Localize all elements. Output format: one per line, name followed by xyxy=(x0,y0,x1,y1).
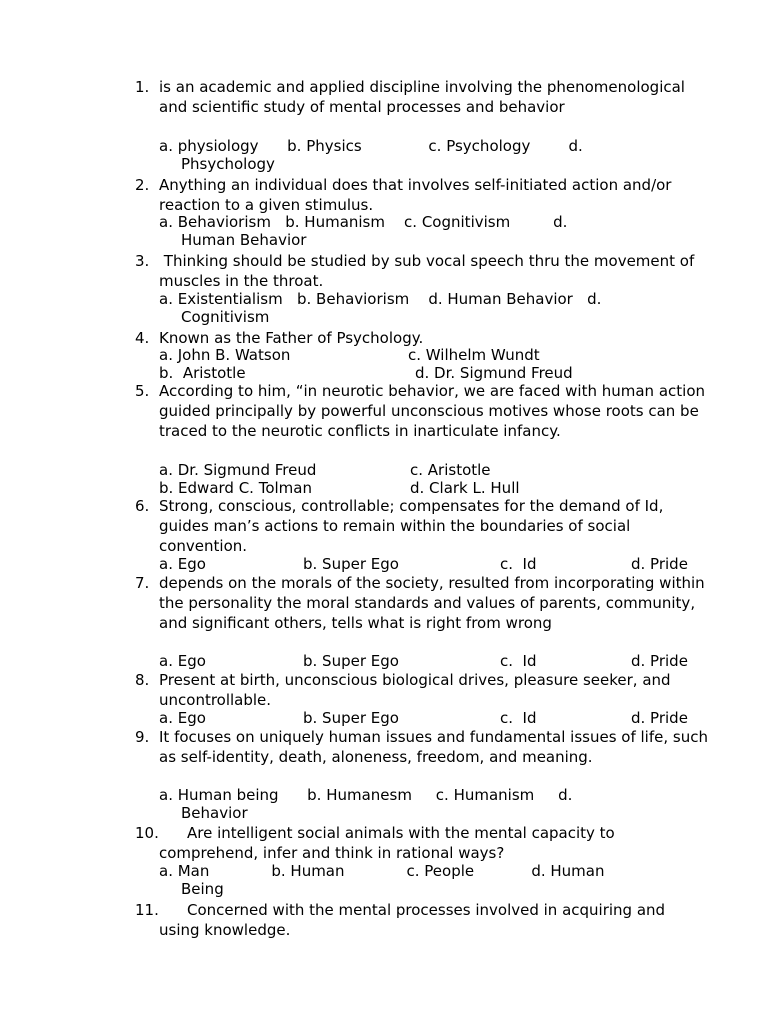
question-number: 6. xyxy=(135,497,150,515)
question-stem: It focuses on uniquely human issues and fundamental issues of life, such as self-identity, death, aloneness, freedom, and meaning. xyxy=(159,728,708,766)
option-c: c. Aristotle xyxy=(410,461,491,479)
option-b: b. Edward C. Tolman xyxy=(159,479,312,497)
options-wrap: Human Behavior xyxy=(181,231,307,249)
options-7 xyxy=(159,652,719,670)
question-8 xyxy=(135,670,710,710)
option-a: a. Ego xyxy=(159,555,206,573)
options-line: a. physiology b. Physics c. Psychology d. xyxy=(159,137,583,155)
option-c: c. Id xyxy=(500,709,537,727)
question-9 xyxy=(135,727,710,767)
question-4 xyxy=(135,328,710,348)
question-stem: According to him, “in neurotic behavior, we are faced with human action guided principally by powerful unconscious motives whose roots can be traced to the neurotic conflicts in inarticulate infancy. xyxy=(159,382,705,440)
question-number: 1. xyxy=(135,78,150,96)
options-6 xyxy=(159,555,719,573)
question-stem: Are intelligent social animals with the mental capacity to comprehend, infer and think in rational ways? xyxy=(159,824,615,862)
question-number: 10. xyxy=(135,824,159,842)
option-c: c. Id xyxy=(500,652,537,670)
option-a: a. Ego xyxy=(159,709,206,727)
question-6 xyxy=(135,496,710,556)
option-b: b. Aristotle xyxy=(159,364,246,382)
option-d: d. Dr. Sigmund Freud xyxy=(415,364,573,382)
options-4 xyxy=(159,346,719,382)
options-9 xyxy=(159,786,719,822)
question-number: 9. xyxy=(135,728,150,746)
question-3 xyxy=(135,251,710,291)
option-d: d. Pride xyxy=(631,555,688,573)
question-stem: Known as the Father of Psychology. xyxy=(159,329,424,347)
options-2 xyxy=(159,213,719,249)
option-d: d. Clark L. Hull xyxy=(410,479,520,497)
option-d: d. Pride xyxy=(631,652,688,670)
question-number: 7. xyxy=(135,574,150,592)
question-number: 2. xyxy=(135,176,150,194)
question-number: 11. xyxy=(135,901,159,919)
question-number: 8. xyxy=(135,671,150,689)
question-10 xyxy=(135,823,710,863)
question-stem: is an academic and applied discipline involving the phenomenological and scientific study of mental processes and behavior xyxy=(159,78,685,116)
options-line: a. Existentialism b. Behaviorism d. Human Behavior d. xyxy=(159,290,602,308)
options-1 xyxy=(159,137,719,173)
option-a: a. Dr. Sigmund Freud xyxy=(159,461,317,479)
options-line: a. Man b. Human c. People d. Human xyxy=(159,862,605,880)
question-stem: depends on the morals of the society, resulted from incorporating within the personality the moral standards and values of parents, community, and significant others, tells what is right from wrong xyxy=(159,574,705,632)
question-7 xyxy=(135,573,710,633)
question-stem: Thinking should be studied by sub vocal speech thru the movement of muscles in the throat. xyxy=(159,252,700,290)
options-line: a. Behaviorism b. Humanism c. Cognitivism d. xyxy=(159,213,568,231)
options-wrap: Phsychology xyxy=(181,155,275,173)
option-a: a. Ego xyxy=(159,652,206,670)
options-wrap: Behavior xyxy=(181,804,248,822)
options-5 xyxy=(159,461,719,497)
option-b: b. Super Ego xyxy=(303,555,399,573)
question-stem: Anything an individual does that involves self-initiated action and/or reaction to a given stimulus. xyxy=(159,176,672,214)
option-a: a. John B. Watson xyxy=(159,346,291,364)
question-number: 4. xyxy=(135,329,150,347)
question-number: 5. xyxy=(135,382,150,400)
question-2 xyxy=(135,175,710,215)
option-b: b. Super Ego xyxy=(303,709,399,727)
options-wrap: Cognitivism xyxy=(181,308,270,326)
option-c: c. Wilhelm Wundt xyxy=(408,346,540,364)
question-5 xyxy=(135,381,710,441)
options-3 xyxy=(159,290,719,326)
question-number: 3. xyxy=(135,252,150,270)
question-stem: Concerned with the mental processes involved in acquiring and using knowledge. xyxy=(159,901,666,939)
question-11 xyxy=(135,900,710,940)
options-8 xyxy=(159,709,719,727)
options-line: a. Human being b. Humanesm c. Humanism d. xyxy=(159,786,573,804)
option-c: c. Id xyxy=(500,555,537,573)
options-wrap: Being xyxy=(181,880,224,898)
question-1 xyxy=(135,77,710,117)
question-stem: Strong, conscious, controllable; compensates for the demand of Id, guides man’s actions to remain within the boundaries of social convention. xyxy=(159,497,664,555)
options-10 xyxy=(159,862,719,898)
option-b: b. Super Ego xyxy=(303,652,399,670)
option-d: d. Pride xyxy=(631,709,688,727)
question-stem: Present at birth, unconscious biological drives, pleasure seeker, and uncontrollable. xyxy=(159,671,671,709)
